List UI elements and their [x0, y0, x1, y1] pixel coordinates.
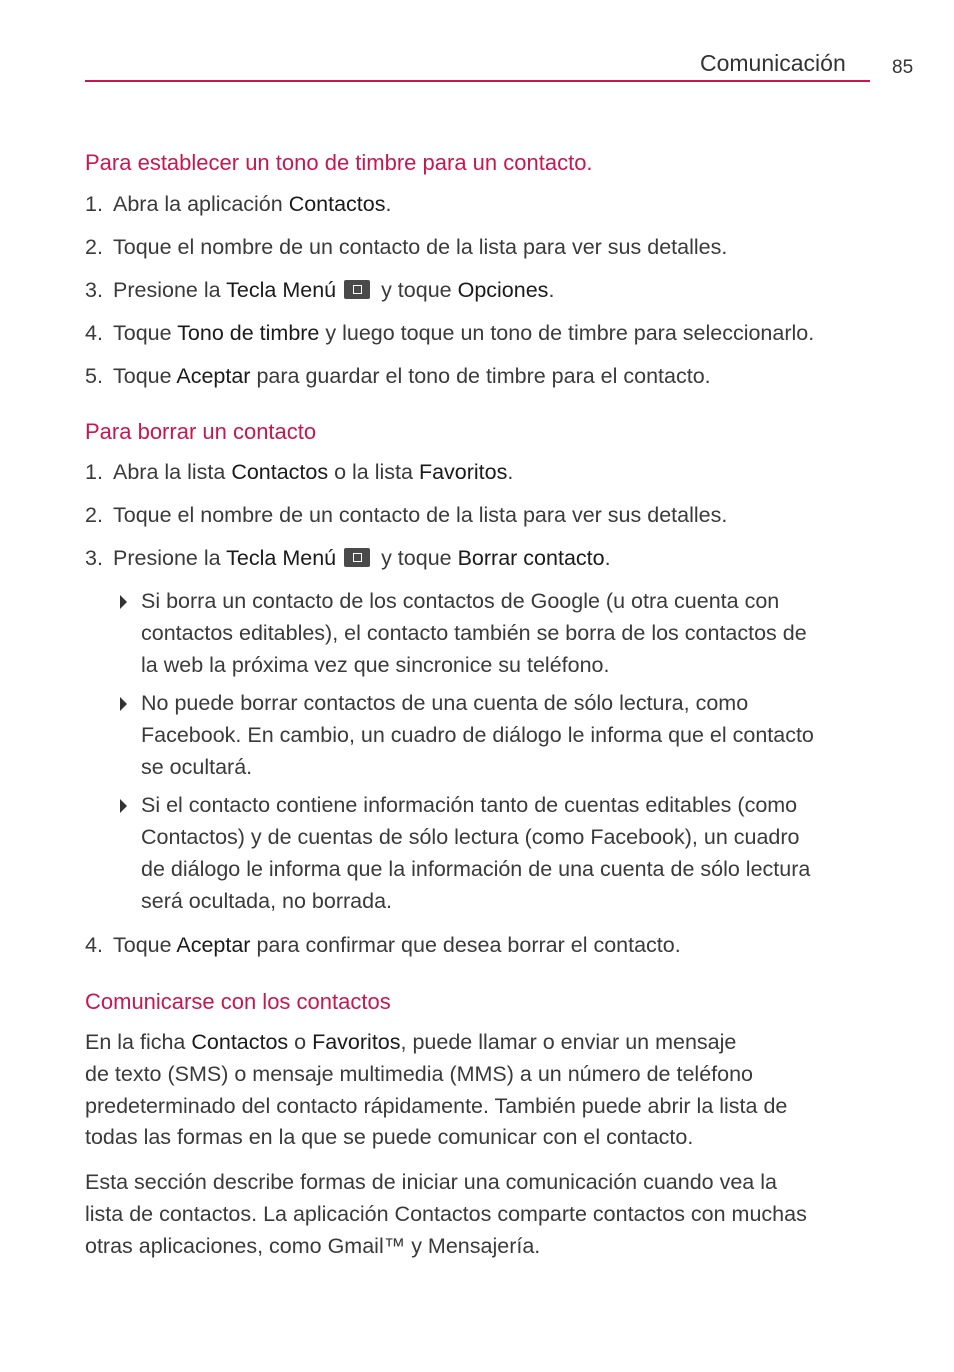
- paragraph-line: predeterminado del contacto rápidamente. También puede abrir la lista de: [85, 1094, 788, 1118]
- bullet-line: Facebook. En cambio, un cuadro de diálogo le informa que el contacto: [141, 723, 814, 747]
- section-heading-communicate: Comunicarse con los contactos: [85, 989, 391, 1014]
- bullet-line: Si borra un contacto de los contactos de Google (u otra cuenta con: [141, 589, 780, 613]
- step-number: 3.: [85, 546, 103, 570]
- step-number: 4.: [85, 933, 103, 957]
- step-text: Abra la lista Contactos o la lista Favoritos.: [113, 460, 514, 484]
- bullet-line: se ocultará.: [141, 755, 253, 779]
- menu-key-icon: [344, 548, 370, 567]
- step-number: 5.: [85, 364, 103, 388]
- bullet-line: será ocultada, no borrada.: [141, 889, 392, 913]
- paragraph-line: En la ficha Contactos o Favoritos, puede llamar o enviar un mensaje: [85, 1030, 737, 1054]
- step-number: 2.: [85, 235, 103, 259]
- step-number: 3.: [85, 278, 103, 302]
- step-text: Toque Tono de timbre y luego toque un tono de timbre para seleccionarlo.: [113, 321, 815, 345]
- step-number: 1.: [85, 192, 103, 216]
- bullet-arrow-icon: [120, 697, 127, 711]
- bullet-line: No puede borrar contactos de una cuenta de sólo lectura, como: [141, 691, 749, 715]
- paragraph-line: Esta sección describe formas de iniciar una comunicación cuando vea la: [85, 1170, 777, 1194]
- paragraph-line: de texto (SMS) o mensaje multimedia (MMS) a un número de teléfono: [85, 1062, 753, 1086]
- step-text: Abra la aplicación Contactos.: [113, 192, 392, 216]
- bullet-arrow-icon: [120, 799, 127, 813]
- header-title: Comunicación: [700, 50, 846, 76]
- paragraph-line: lista de contactos. La aplicación Contactos comparte contactos con muchas: [85, 1202, 807, 1226]
- bullet-arrow-icon: [120, 595, 127, 609]
- bullet-line: la web la próxima vez que sincronice su teléfono.: [141, 653, 610, 677]
- step-number: 4.: [85, 321, 103, 345]
- step-text: Toque el nombre de un contacto de la lista para ver sus detalles.: [113, 235, 728, 259]
- bullet-line: de diálogo le informa que la información de una cuenta de sólo lectura: [141, 857, 811, 881]
- page-number: 85: [892, 57, 914, 78]
- menu-key-icon: [344, 280, 370, 299]
- step-text: Toque Aceptar para confirmar que desea borrar el contacto.: [113, 933, 681, 957]
- section-heading-delete: Para borrar un contacto: [85, 419, 317, 444]
- step-text: Presione la Tecla Menú y toque Borrar contacto.: [113, 546, 611, 570]
- step-text: Toque Aceptar para guardar el tono de timbre para el contacto.: [113, 364, 711, 388]
- step-number: 1.: [85, 460, 103, 484]
- step-text: Presione la Tecla Menú y toque Opciones.: [113, 278, 555, 302]
- bullet-line: contactos editables), el contacto también se borra de los contactos de: [141, 621, 807, 645]
- header-divider: [85, 80, 870, 82]
- paragraph-line: otras aplicaciones, como Gmail™ y Mensajería.: [85, 1234, 541, 1258]
- step-text: Toque el nombre de un contacto de la lista para ver sus detalles.: [113, 503, 728, 527]
- section-heading-ringtone: Para establecer un tono de timbre para un contacto.: [85, 150, 593, 175]
- bullet-line: Si el contacto contiene información tanto de cuentas editables (como: [141, 793, 798, 817]
- step-number: 2.: [85, 503, 103, 527]
- paragraph-line: todas las formas en la que se puede comunicar con el contacto.: [85, 1125, 694, 1149]
- bullet-line: Contactos) y de cuentas de sólo lectura (como Facebook), un cuadro: [141, 825, 800, 849]
